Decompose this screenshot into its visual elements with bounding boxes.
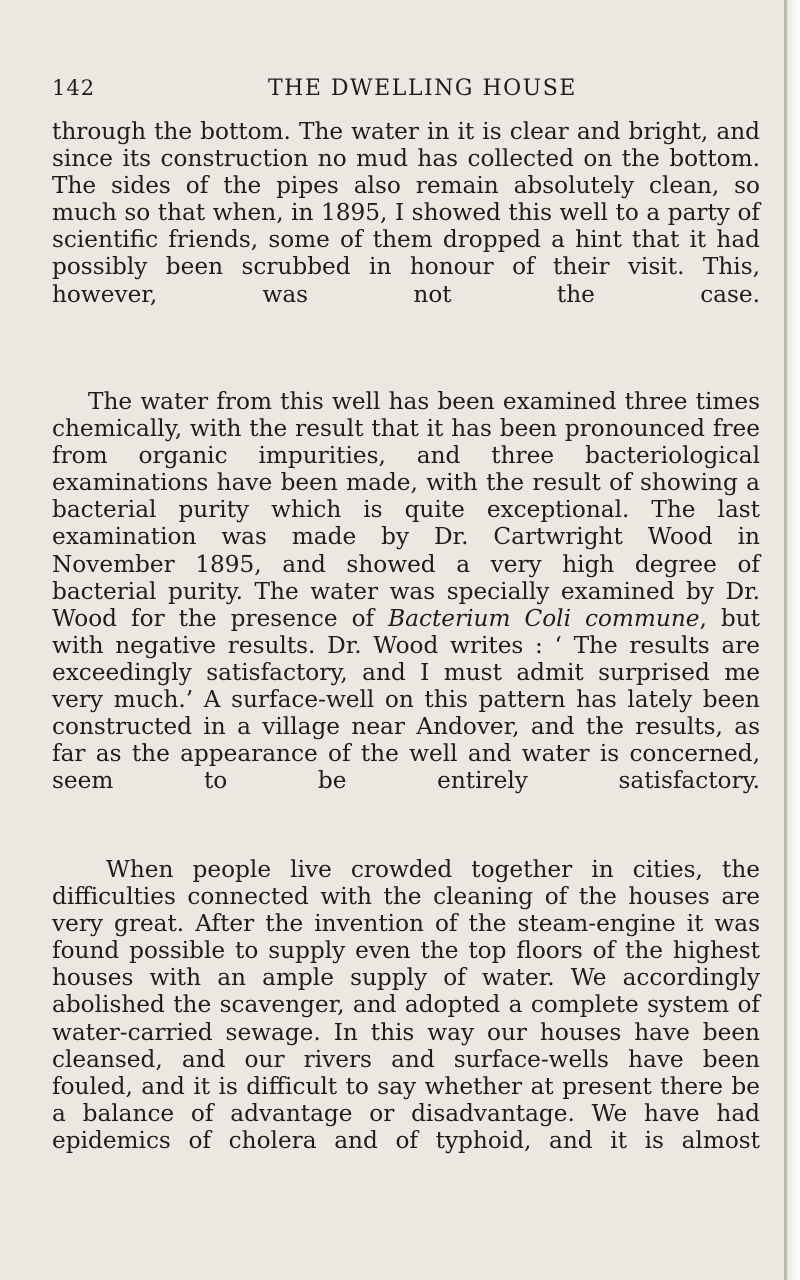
paragraph-1-text: through the bottom. The water in it is clear and bright, and since its construction no mud has collected on the bottom. The sides of the pipes also remain absolutely clean, so much so that when, in 1895, I showed this well to a party of scientific friends, some of them dropped a hint that it had possibly been scrubbed in honour of their visit. This, however, was not the case. <box>52 118 760 308</box>
paragraph-3 <box>52 856 760 1154</box>
paragraph-2-text-after: , but with negative results. Dr. Wood writes : ‘ The results are exceedingly satisfactory, and I must admit surprised me very much.’ A surface-well on this pattern has lately been constructed in a village near Andover, and the results, as far as the appearance of the well and water is concerned, seem to be entirely satisfactory. <box>52 604 760 795</box>
organism-name: Bacterium Coli commune <box>388 604 700 632</box>
running-title: THE DWELLING HOUSE <box>268 76 577 101</box>
paragraph-1 <box>52 118 760 308</box>
page-number: 142 <box>52 76 96 100</box>
page-header <box>0 76 760 116</box>
paragraph-3-text: When people live crowded together in cities, the difficulties connected with the cleaning of the houses are very great. After the invention of the steam-engine it was found possible to supply even the top floors of the highest houses with an ample supply of water. We accordingly abolished the scavenger, and adopted a complete system of water-carried sewage. In this way our houses have been cleansed, and our rivers and surface-wells have been fouled, and it is difficult to say whether at present there be a balance of advantage or disadvantage. We have had epidemics of cholera and of typhoid, and it is almost <box>52 856 760 1154</box>
paragraph-2-text-before: The water from this well has been examined three times chemically, with the result that it has been pronounced free from organic impurities, and three bacteriological examinations have been made, with the result of showing a bacterial purity which is quite exceptional. The last examination was made by Dr. Cartwright Wood in November 1895, and showed a very high degree of bacterial purity. The water was specially examined by Dr. Wood for the presence of <box>52 388 760 632</box>
paragraph-2 <box>52 388 760 794</box>
page-edge <box>784 0 800 1280</box>
page-edge-shadow <box>784 0 787 1280</box>
